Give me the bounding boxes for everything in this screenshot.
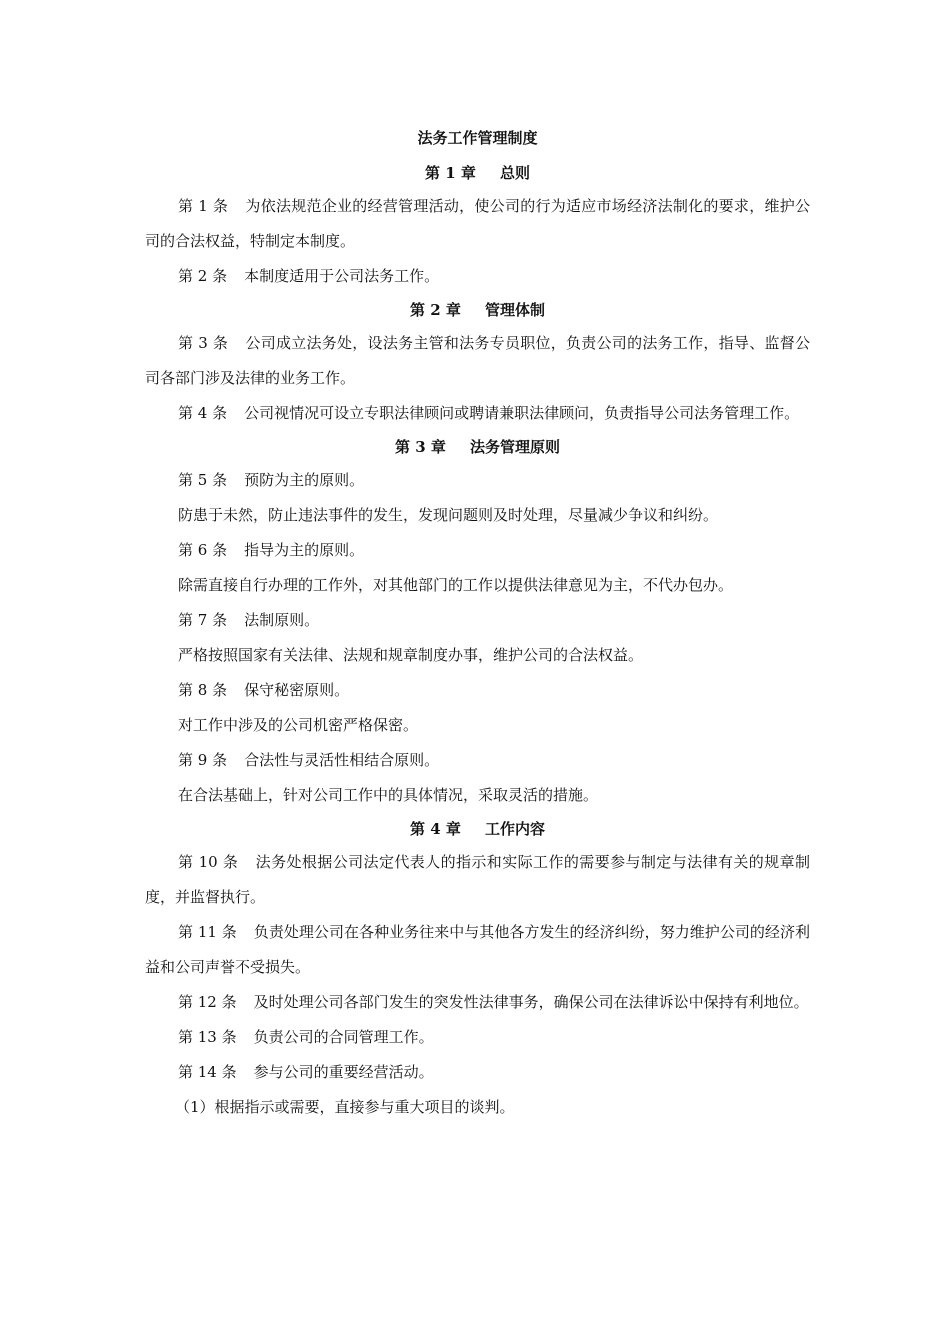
chapter-label: 第 4 章 xyxy=(410,820,461,838)
article-9 xyxy=(145,743,810,778)
article-14-item-1: （1）根据指示或需要，直接参与重大项目的谈判。 xyxy=(175,1098,515,1116)
article-text: 指导为主的原则。 xyxy=(244,541,365,559)
article-number: 第 12 条 xyxy=(178,993,237,1011)
article-8-detail: 对工作中涉及的公司机密严格保密。 xyxy=(178,716,419,734)
article-number: 第 9 条 xyxy=(178,751,228,769)
article-number: 第 1 条 xyxy=(178,197,229,215)
chapter-label: 第 1 章 xyxy=(425,164,476,182)
chapter-name: 管理体制 xyxy=(484,301,545,319)
article-text: 及时处理公司各部门发生的突发性法律事务，确保公司在法律诉讼中保持有利地位。 xyxy=(253,993,809,1011)
article-7 xyxy=(145,603,810,638)
article-8 xyxy=(145,673,810,708)
chapter-3-heading xyxy=(145,431,810,463)
article-text: 公司视情况可设立专职法律顾问或聘请兼职法律顾问，负责指导公司法务管理工作。 xyxy=(244,404,800,422)
article-number: 第 14 条 xyxy=(178,1063,237,1081)
article-text: 负责公司的合同管理工作。 xyxy=(253,1028,434,1046)
article-text: 公司成立法务处，设法务主管和法务专员职位，负责公司的法务工作，指导、监督公司各部门涉及法律的业务工作。 xyxy=(145,334,810,387)
article-text: 法务处根据公司法定代表人的指示和实际工作的需要参与制定与法律有关的规章制度，并监督执行。 xyxy=(145,853,810,906)
chapter-label: 第 2 章 xyxy=(410,301,461,319)
chapter-1-heading xyxy=(145,157,810,189)
article-4 xyxy=(145,396,810,431)
article-2 xyxy=(145,259,810,294)
article-number: 第 5 条 xyxy=(178,471,228,489)
article-5-detail: 防患于未然，防止违法事件的发生，发现问题则及时处理，尽量减少争议和纠纷。 xyxy=(178,506,719,524)
article-12 xyxy=(145,985,810,1020)
article-7-detail: 严格按照国家有关法律、法规和规章制度办事，维护公司的合法权益。 xyxy=(178,646,644,664)
article-number: 第 6 条 xyxy=(178,541,228,559)
article-text: 合法性与灵活性相结合原则。 xyxy=(244,751,440,769)
document-title: 法务工作管理制度 xyxy=(417,129,538,147)
article-3 xyxy=(145,326,810,396)
article-text: 为依法规范企业的经营管理活动，使公司的行为适应市场经济法制化的要求，维护公司的合法权益，特制定本制度。 xyxy=(145,197,810,250)
article-number: 第 10 条 xyxy=(178,853,239,871)
article-number: 第 2 条 xyxy=(178,267,228,285)
article-number: 第 4 条 xyxy=(178,404,228,422)
article-14 xyxy=(145,1055,810,1090)
article-5 xyxy=(145,463,810,498)
article-text: 参与公司的重要经营活动。 xyxy=(253,1063,434,1081)
article-10 xyxy=(145,845,810,915)
article-number: 第 11 条 xyxy=(178,923,237,941)
article-1 xyxy=(145,189,810,259)
article-text: 法制原则。 xyxy=(244,611,320,629)
chapter-label: 第 3 章 xyxy=(395,438,446,456)
article-text: 本制度适用于公司法务工作。 xyxy=(244,267,440,285)
chapter-4-heading xyxy=(145,813,810,845)
chapter-2-heading xyxy=(145,294,810,326)
article-number: 第 8 条 xyxy=(178,681,228,699)
article-text: 负责处理公司在各种业务往来中与其他各方发生的经济纠纷，努力维护公司的经济利益和公司声誉不受损失。 xyxy=(145,923,810,976)
article-6 xyxy=(145,533,810,568)
article-text: 预防为主的原则。 xyxy=(244,471,365,489)
article-number: 第 13 条 xyxy=(178,1028,237,1046)
article-11 xyxy=(145,915,810,985)
chapter-name: 总则 xyxy=(499,164,530,182)
chapter-name: 工作内容 xyxy=(484,820,545,838)
article-text: 保守秘密原则。 xyxy=(244,681,350,699)
chapter-name: 法务管理原则 xyxy=(469,438,560,456)
article-number: 第 7 条 xyxy=(178,611,228,629)
article-9-detail: 在合法基础上，针对公司工作中的具体情况，采取灵活的措施。 xyxy=(178,786,599,804)
article-number: 第 3 条 xyxy=(178,334,229,352)
article-6-detail: 除需直接自行办理的工作外，对其他部门的工作以提供法律意见为主，不代办包办。 xyxy=(178,576,734,594)
article-13 xyxy=(145,1020,810,1055)
